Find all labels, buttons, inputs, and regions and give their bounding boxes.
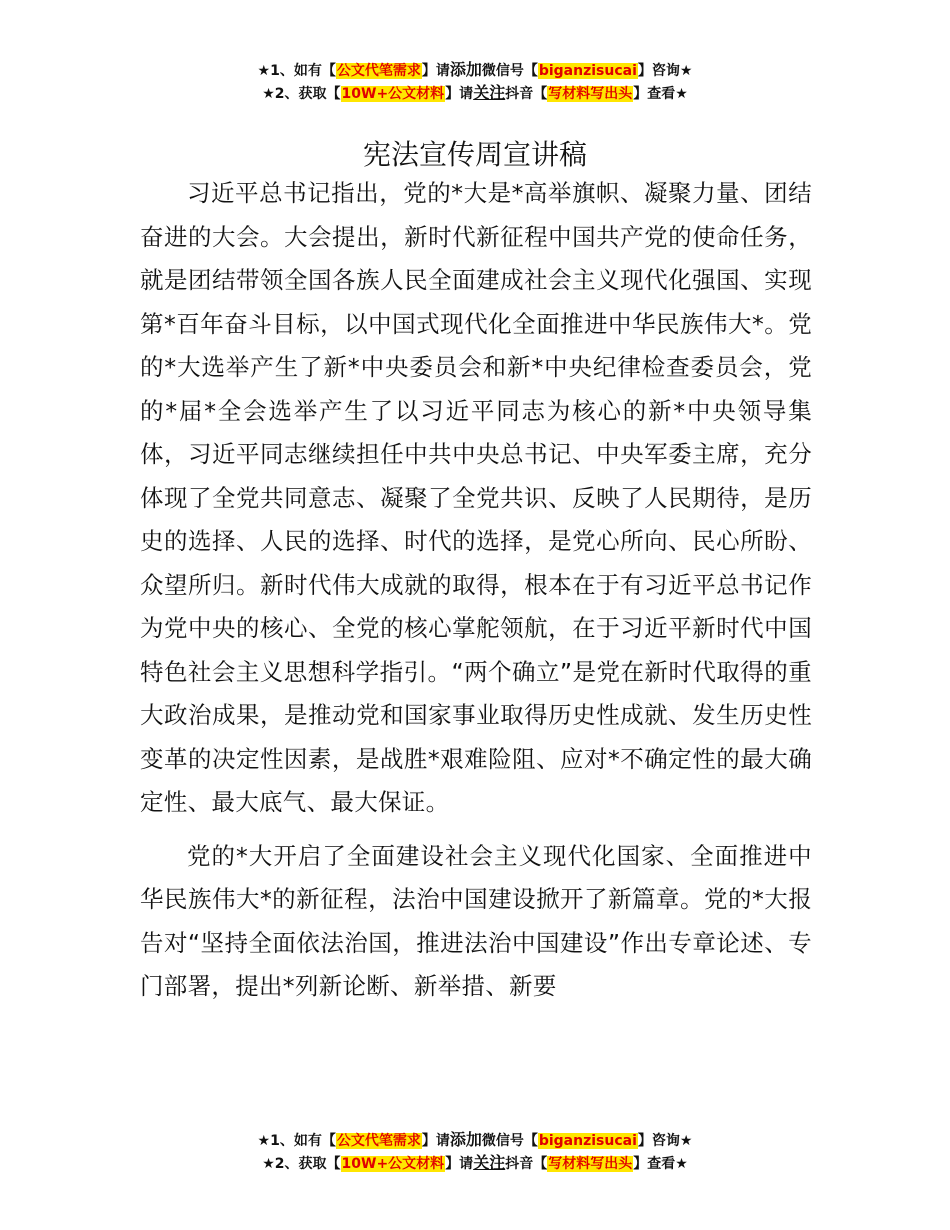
footer-highlight-douyin-account: 写材料写出头 [548,1156,633,1172]
highlight-materials: 10W+公文材料 [341,86,445,102]
paragraph-2: 党的*大开启了全面建设社会主义现代化国家、全面推进中华民族伟大*的新征程，法治中国建设掀开了新篇章。党的*大报告对“坚持全面依法治国，推进法治中国建设”作出专章论述、专门部署，提出*列新论断、新举措、新要 [140,841,812,1000]
footer-highlight-wechat-id: biganzisucai [538,1133,637,1149]
banner-line-2: ★2、获取【10W+公文材料】请关注抖音【写材料写出头】查看★ [262,83,688,102]
highlight-ghostwriting: 公文代笔需求 [336,63,421,79]
footer-banner [0,1129,950,1175]
footer-highlight-materials: 10W+公文材料 [341,1156,445,1172]
footer-banner-line-1: ★1、如有【公文代笔需求】请添加微信号【biganzisucai】咨询★ [257,1130,693,1149]
highlight-douyin-account: 写材料写出头 [548,86,633,102]
footer-highlight-ghostwriting: 公文代笔需求 [336,1133,421,1149]
document-body [140,172,812,1019]
header-banner [0,59,950,105]
footer-banner-line-2: ★2、获取【10W+公文材料】请关注抖音【写材料写出头】查看★ [262,1153,688,1172]
highlight-wechat-id: biganzisucai [538,63,637,79]
page-title: 宪法宣传周宣讲稿 [362,137,587,171]
paragraph-1: 习近平总书记指出，党的*大是*高举旗帜、凝聚力量、团结奋进的大会。大会提出，新时代新征程中国共产党的使命任务，就是团结带领全国各族人民全面建成社会主义现代化强国、实现第*百年奋斗目标，以中国式现代化全面推进中华民族伟大*。党的*大选举产生了新*中央委员会和新*中央纪律检查委员会，党的*届*全会选举产生了以习近平同志为核心的新*中央领导集体，习近平同志继续担任中共中央总书记、中央军委主席，充分体现了全党共同意志、凝聚了全党共识、反映了人民期待，是历史的选择、人民的选择、时代的选择，是党心所向、民心所盼、众望所归。新时代伟大成就的取得，根本在于有习近平总书记作为党中央的核心、全党的核心掌舵领航，在于习近平新时代中国特色社会主义思想科学指引。“两个确立”是党在新时代取得的重大政治成果，是推动党和国家事业取得历史性成就、发生历史性变革的决定性因素，是战胜*艰难险阻、应对*不确定性的最大确定性、最大底气、最大保证。 [140,179,812,816]
banner-line-1: ★1、如有【公文代笔需求】请添加微信号【biganzisucai】咨询★ [257,60,693,79]
